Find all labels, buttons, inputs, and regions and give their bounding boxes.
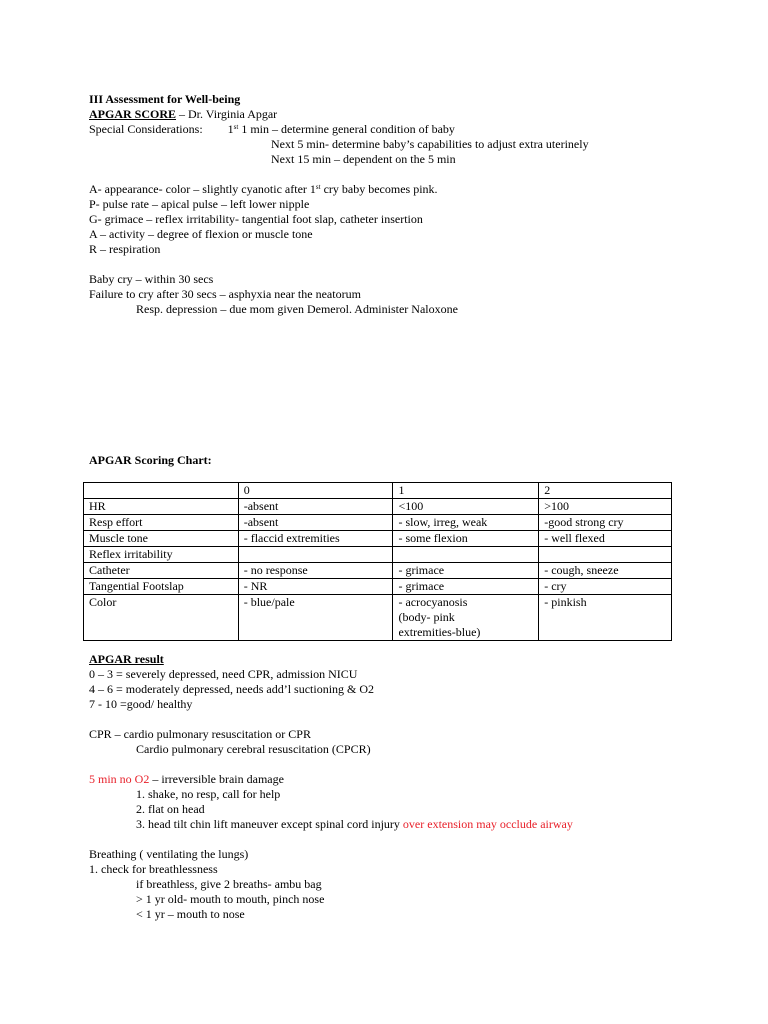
table-cell: Resp effort <box>84 515 239 531</box>
color-body-pink: (body- pink <box>398 610 455 624</box>
apgar-table <box>83 482 672 641</box>
table-cell: <100 <box>393 499 539 515</box>
table-cell: - grimace <box>393 563 539 579</box>
apgar-score-author: – Dr. Virginia Apgar <box>176 107 278 121</box>
cry-line-2: Failure to cry after 30 secs – asphyxia near the neatorum <box>89 287 361 301</box>
table-cell <box>393 547 539 563</box>
o2-step-1: 1. shake, no resp, call for help <box>136 787 281 801</box>
table-header-row <box>84 483 672 499</box>
table-cell: - grimace <box>393 579 539 595</box>
o2-line <box>89 772 573 787</box>
acronym-r: R – respiration <box>89 242 161 256</box>
table-row <box>84 515 672 531</box>
o2-suffix: – irreversible brain damage <box>149 772 284 786</box>
table-cell: - NR <box>238 579 393 595</box>
chart-title: APGAR Scoring Chart: <box>89 453 212 467</box>
table-cell: >100 <box>539 499 672 515</box>
apgar-result-title: APGAR result <box>89 652 164 666</box>
cpr-line-1: CPR – cardio pulmonary resuscitation or CPR <box>89 727 311 741</box>
special-considerations-line <box>89 122 589 137</box>
table-cell: - no response <box>238 563 393 579</box>
special-1-text: 1 min – determine general condition of baby <box>238 122 455 136</box>
result-2: 4 – 6 = moderately depressed, needs add’l suctioning & O2 <box>89 682 375 696</box>
acronym-g: G- grimace – reflex irritability- tangential foot slap, catheter insertion <box>89 212 423 226</box>
table-cell: Catheter <box>84 563 239 579</box>
cry-line-3: Resp. depression – due mom given Demerol. Administer Naloxone <box>136 302 458 316</box>
acronym-a2: A – activity – degree of flexion or muscle tone <box>89 227 313 241</box>
table-cell: - cry <box>539 579 672 595</box>
table-cell: Tangential Footslap <box>84 579 239 595</box>
color-acrocyanosis: - acrocyanosis <box>398 595 468 609</box>
table-row <box>84 499 672 515</box>
table-cell: - slow, irreg, weak <box>393 515 539 531</box>
table-cell: - some flexion <box>393 531 539 547</box>
table-cell-color-1 <box>393 595 539 641</box>
result-3: 7 - 10 =good/ healthy <box>89 697 193 711</box>
table-cell: -good strong cry <box>539 515 672 531</box>
acronym-a-tail: cry baby becomes pink. <box>320 182 438 196</box>
special-considerations-label: Special Considerations: <box>89 122 203 136</box>
o2-step-3-warning: over extension may occlude airway <box>402 817 573 831</box>
breathing-check: 1. check for breathlessness <box>89 862 218 876</box>
table-row <box>84 579 672 595</box>
breathing-3: < 1 yr – mouth to nose <box>136 907 245 921</box>
table-cell: - flaccid extremities <box>238 531 393 547</box>
breathing-1: if breathless, give 2 breaths- ambu bag <box>136 877 322 891</box>
table-cell: Color <box>84 595 239 641</box>
table-cell <box>539 547 672 563</box>
color-extremities-blue: extremities-blue) <box>398 625 481 639</box>
table-cell: - pinkish <box>539 595 672 641</box>
breathing-title: Breathing ( ventilating the lungs) <box>89 847 249 861</box>
table-header-cell <box>84 483 239 499</box>
bottom-section <box>89 652 573 922</box>
table-cell: -absent <box>238 515 393 531</box>
table-cell: - well flexed <box>539 531 672 547</box>
o2-step-2: 2. flat on head <box>136 802 205 816</box>
top-section <box>89 92 589 317</box>
acronym-p: P- pulse rate – apical pulse – left lower nipple <box>89 197 310 211</box>
table-cell: - cough, sneeze <box>539 563 672 579</box>
table-row <box>84 595 672 641</box>
chart-title-block <box>89 453 212 468</box>
table-cell <box>238 547 393 563</box>
table-header-cell: 1 <box>393 483 539 499</box>
table-row <box>84 547 672 563</box>
table-cell: Muscle tone <box>84 531 239 547</box>
o2-step-3 <box>89 817 573 832</box>
o2-red-label: 5 min no O2 <box>89 772 150 786</box>
acronym-a <box>89 182 589 197</box>
special-1-number: 1 <box>227 122 234 136</box>
breathing-2: > 1 yr old- mouth to mouth, pinch nose <box>136 892 325 906</box>
acronym-a-sup: st <box>315 183 321 191</box>
apgar-score-line <box>89 107 589 122</box>
special-3: Next 15 min – dependent on the 5 min <box>271 152 456 166</box>
table-cell: -absent <box>238 499 393 515</box>
table-header-cell: 2 <box>539 483 672 499</box>
table-cell: - blue/pale <box>238 595 393 641</box>
table-row <box>84 531 672 547</box>
table-row <box>84 563 672 579</box>
table-cell: HR <box>84 499 239 515</box>
section-heading: III Assessment for Well-being <box>89 92 241 106</box>
cry-line-1: Baby cry – within 30 secs <box>89 272 214 286</box>
special-1-sup: st <box>233 123 239 131</box>
table-cell: Reflex irritability <box>84 547 239 563</box>
acronym-a-text: A- appearance- color – slightly cyanotic after 1 <box>89 182 316 196</box>
special-2: Next 5 min- determine baby’s capabilities to adjust extra uterinely <box>271 137 589 151</box>
apgar-score-title: APGAR SCORE <box>89 107 177 121</box>
result-1: 0 – 3 = severely depressed, need CPR, admission NICU <box>89 667 358 681</box>
o2-step-3-text: 3. head tilt chin lift maneuver except spinal cord injury <box>136 817 403 831</box>
cpr-line-2: Cardio pulmonary cerebral resuscitation (CPCR) <box>136 742 371 756</box>
table-header-cell: 0 <box>238 483 393 499</box>
